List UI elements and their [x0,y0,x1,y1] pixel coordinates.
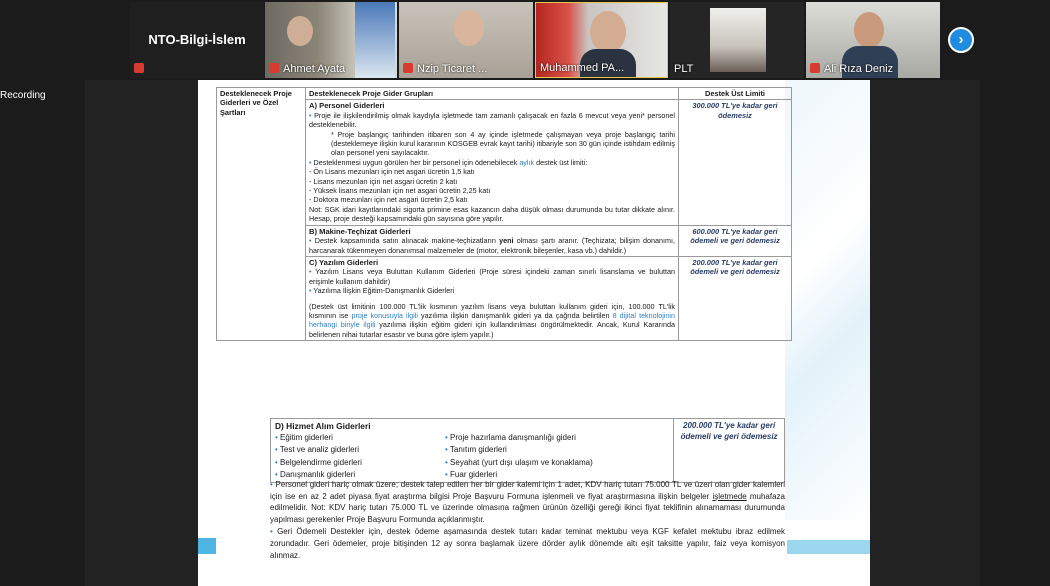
mic-muted-icon [810,63,820,73]
participant-tile[interactable] [265,2,397,78]
slide-decoration [785,80,870,520]
participant-tile[interactable] [399,2,533,78]
table-header-col1: Desteklenecek Proje Giderleri ve Özel Şartları [217,88,306,341]
participant-name: PLT [674,63,694,75]
participant-tile[interactable] [130,2,264,78]
participant-name: Muhammed PA... [540,62,625,74]
table-header-col2: Desteklenecek Proje Gider Grupları [306,88,679,100]
mic-muted-icon [269,63,279,73]
slide-decoration [787,540,870,554]
section-a-footnote: * Proje başlangıç tarihinden itibaren son 4 ay içinde işletmede çalışmayan veya proje başlangıç tarihi (desteklemeye ilişkin kurul kararının KOSGEB evrak kayıt tarihi) itibariyle son 30 gün içinde istihdam edilmiş olan personel yeni sayılacaktır. [331,129,675,158]
recording-indicator: Recording [0,90,46,101]
section-c: C) Yazılım Giderleri • Yazılım Lisans veya Buluttan Kullanım Giderleri (Proje süresi içindeki zaman sınırlı lisanslama ve buluttan erişimle kullanım dahildir) • Yazılıma İlişkin Eğitim-Danışmanlık Giderleri (Destek üst limitinin 100.000 TL'lik kısmının yazılım lisans veya buluttan kullanım gideri için, 100.000 TL'lik kısmının ise proje konusuyla ilgili yazılıma ilişkin danışmanlık gideri ya da çağrıda belirtilen 8 dijital teknolojinin herhangi biriyle ilgili yazılıma ilişkin eğitim gideri için kullandırılması öngörülmektedir. Ancak, Kurul Kararında belirlenen nihai tutarlar esastır ve buna göre işlem yapılır.) [306,256,679,340]
participant-name: Nzip Ticaret ... [403,63,487,75]
section-d [271,419,674,483]
list-item: - Yüksek lisans mezunları için net asgari ücretin 2,25 katı [309,186,491,196]
footnotes: • Personel gideri hariç olmak üzere; destek talep edilen her bir gider kalemi için 1 adet, KDV hariç tutarı 75.000 TL ve üzeri olan gider kalemleri için ise en az 2 adet piyasa fiyat araştırma bilgisi Proje Başvuru Formuna işlenmeli ve fiyat araştırmasına ilişkin belgeler işletmede muhafaza edilmelidir. Not: KDV hariç tutarı 75.000 TL ve üzerinde olmasına rağmen ürünün özelliği gereği ikinci fiyat teklifinin alınamaması durumunda yapılması gerekenler Proje Başvuru Formunda açıklanmıştır. • Geri Ödemeli Destekler için, destek ödeme aşamasında destek tutarı kadar teminat mektubu veya KGF kefalet mektubu ibraz edilmek zorundadır. Geri ödemeler, proje bitişinden 12 ay sonra başlamak üzere dörder aylık dönemde altı eşit taksitte yapılır, faiz veya komisyon alınmaz. [270,480,785,560]
list-item: • Eğitim giderleri [275,433,333,443]
slide-decoration [198,538,216,554]
list-item: - Doktora mezunları için net asgari ücretin 2,5 katı [309,195,468,205]
footnote-2: Geri Ödemeli Destekler için, destek ödeme aşamasında destek tutarı kadar teminat mektubu veya KGF kefalet mektubu ibraz edilmek zorundadır. Geri ödemeler, proje bitişinden 12 ay sonra başlamak üzere dörder aylık dönemde altı eşit taksitte yapılır, faiz veya komisyon alınmaz. [270,527,785,560]
section-b: B) Makine-Teçhizat Giderleri • Destek kapsamında satın alınacak makine-teçhizatların yeni olması şartı aranır. (Teçhizata; bilişim donanımı, harcanarak tükenmeyen donanımsal malzemeler de (motor, elektronik bileşenler, kasa vb.) dahildir.) [306,225,679,256]
limit-b: 600.000 TL'ye kadar geri ödemeli ve geri ödemesiz [690,226,780,246]
section-a: A) Personel Giderleri • Proje ile ilişkilendirilmiş olmak kaydıyla işletmede tam zamanlı çalışacak en fazla 6 mevcut veya yeni* personel desteklenebilir. * Proje başlangıç tarihinden itibaren son 4 ay içinde işletmede çalışmayan veya proje başlangıç tarihi (desteklemeye ilişkin kurul kararının KOSGEB evrak kayıt tarihi) itibariyle son 30 gün içinde istihdam edilmiş olan personel yeni sayılacaktır. • Desteklenmesi uygun görülen her bir personel için ödenebilecek aylık destek üst limiti: - Ön Lisans mezunları için net asgari ücretin 1,5 katı - Lisans mezunları için net asgari ücretin 2 katı - Yüksek lisans mezunları için net asgari ücretin 2,25 katı - Doktora mezunları için net asgari ücretin 2,5 katı Not: SGK idari kayıtlarındaki sigorta primine esas kazancın daha düşük olması durumunda bu tutar dikkate alınır. Hesap, proje desteği kapsamındaki gün sayısına göre yapılır. [306,100,679,225]
video-feed [854,12,884,48]
limit-c: 200.000 TL'ye kadar geri ödemeli ve geri ödemesiz [690,257,780,277]
participant-name-large: NTO-Bilgi-İslem [148,32,246,47]
section-c-title: C) Yazılım Giderleri [309,257,379,267]
highlight-text: aylık [519,157,535,167]
list-item: - Lisans mezunları için net asgari ücretin 2 katı [309,176,458,186]
list-item: • Danışmanlık giderleri [275,469,356,479]
section-a-note: Not: SGK idari kayıtlarındaki sigorta primine esas kazancın daha düşük olması durumunda bu tutar dikkate alınır. Hesap, proje desteği kapsamındaki gün sayısına göre yapılır. [309,204,675,224]
participant-strip [0,0,1050,80]
video-feed [710,8,766,72]
list-item: • Tanıtım giderleri [445,445,507,455]
participant-name: Ali Rıza Deniz [810,63,893,75]
mic-muted-icon [134,63,144,73]
list-item: • Seyahat (yurt dışı ulaşım ve konaklama) [445,457,593,467]
support-table [216,87,792,341]
limit-a: 300.000 TL'ye kadar geri ödemesiz [692,101,778,120]
participant-tile[interactable] [806,2,940,78]
participant-tile-active[interactable] [535,2,668,78]
section-b-title: B) Makine-Teçhizat Giderleri [309,226,411,236]
section-d-title: D) Hizmet Alım Giderleri [275,421,371,431]
chevron-right-icon: › [958,31,964,48]
list-item: • Fuar giderleri [445,469,498,479]
list-item: • Test ve analiz giderleri [275,445,360,455]
list-item: • Proje hazırlama danışmanlığı gideri [445,433,576,443]
video-feed [590,11,626,53]
video-feed [287,16,313,46]
limit-d: 200.000 TL'ye kadar geri ödemeli ve geri ödemesiz [680,421,778,441]
section-a-text: Proje ile ilişkilendirilmiş olmak kaydıyla işletmede tam zamanlı çalışacak en fazla 6 mevcut veya yeni* personel desteklenebilir. [309,110,675,130]
participant-tile[interactable] [670,2,804,78]
video-feed [355,2,395,78]
service-table [270,418,785,483]
video-feed [454,10,484,46]
next-participants-button[interactable] [948,27,974,53]
table-header-col3: Destek Üst Limiti [679,88,792,100]
participant-name: Ahmet Ayata [269,63,345,75]
mic-muted-icon [403,63,413,73]
section-a-title: A) Personel Giderleri [309,101,385,111]
participant-name [134,63,148,75]
list-item: - Ön Lisans mezunları için net asgari ücretin 1,5 katı [309,167,475,177]
list-item: • Belgelendirme giderleri [275,457,362,467]
